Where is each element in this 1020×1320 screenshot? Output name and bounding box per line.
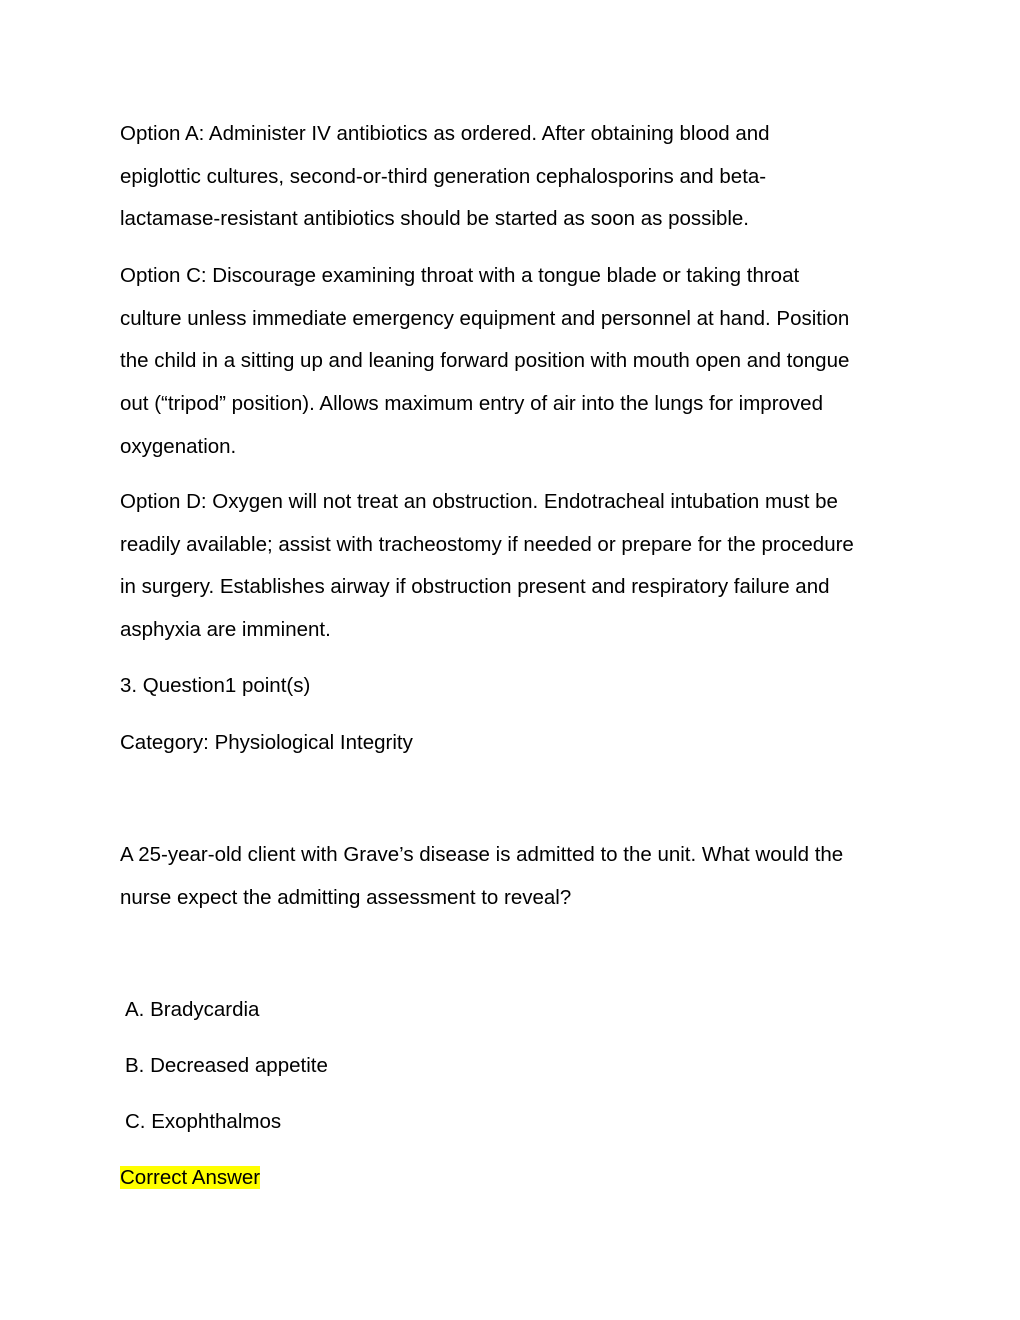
choice-a	[125, 989, 915, 1032]
correct-answer-label: Correct Answer	[120, 1166, 261, 1189]
choice-b	[125, 1045, 915, 1088]
text-line: Option A: Administer IV antibiotics as ordered. After obtaining blood and	[120, 122, 770, 145]
text-line: the child in a sitting up and leaning forward position with mouth open and tongue	[120, 349, 850, 373]
rationale-option-a	[120, 113, 910, 241]
text-line: culture unless immediate emergency equipment and personnel at hand. Position	[120, 306, 850, 330]
choice-label: B. Decreased appetite	[125, 1054, 328, 1077]
correct-answer-marker	[120, 1157, 910, 1200]
text-line: Option D: Oxygen will not treat an obstruction. Endotracheal intubation must be	[120, 490, 838, 513]
category-label: Category: Physiological Integrity	[120, 731, 413, 754]
question-category	[120, 722, 910, 765]
rationale-option-d	[120, 481, 910, 652]
text-line: nurse expect the admitting assessment to reveal?	[120, 885, 572, 909]
question-header	[120, 665, 910, 708]
text-line: readily available; assist with tracheostomy if needed or prepare for the procedure	[120, 532, 854, 556]
text-line: Option C: Discourage examining throat with a tongue blade or taking throat	[120, 264, 800, 287]
text-line: in surgery. Establishes airway if obstruction present and respiratory failure and	[120, 575, 830, 599]
choice-c	[125, 1101, 915, 1144]
question-number: 3. Question1 point(s)	[120, 674, 311, 697]
text-line: out (“tripod” position). Allows maximum entry of air into the lungs for improved	[120, 392, 823, 416]
text-line: asphyxia are imminent.	[120, 618, 331, 642]
text-line: epiglottic cultures, second-or-third generation cephalosporins and beta-	[120, 164, 767, 188]
choice-label: C. Exophthalmos	[125, 1110, 282, 1133]
choice-label: A. Bradycardia	[125, 998, 260, 1021]
rationale-option-c	[120, 255, 910, 469]
question-stem	[120, 834, 910, 919]
text-line: oxygenation.	[120, 434, 237, 458]
text-line: A 25-year-old client with Grave’s disease is admitted to the unit. What would the	[120, 843, 844, 866]
text-line: lactamase-resistant antibiotics should be started as soon as possible.	[120, 207, 750, 231]
